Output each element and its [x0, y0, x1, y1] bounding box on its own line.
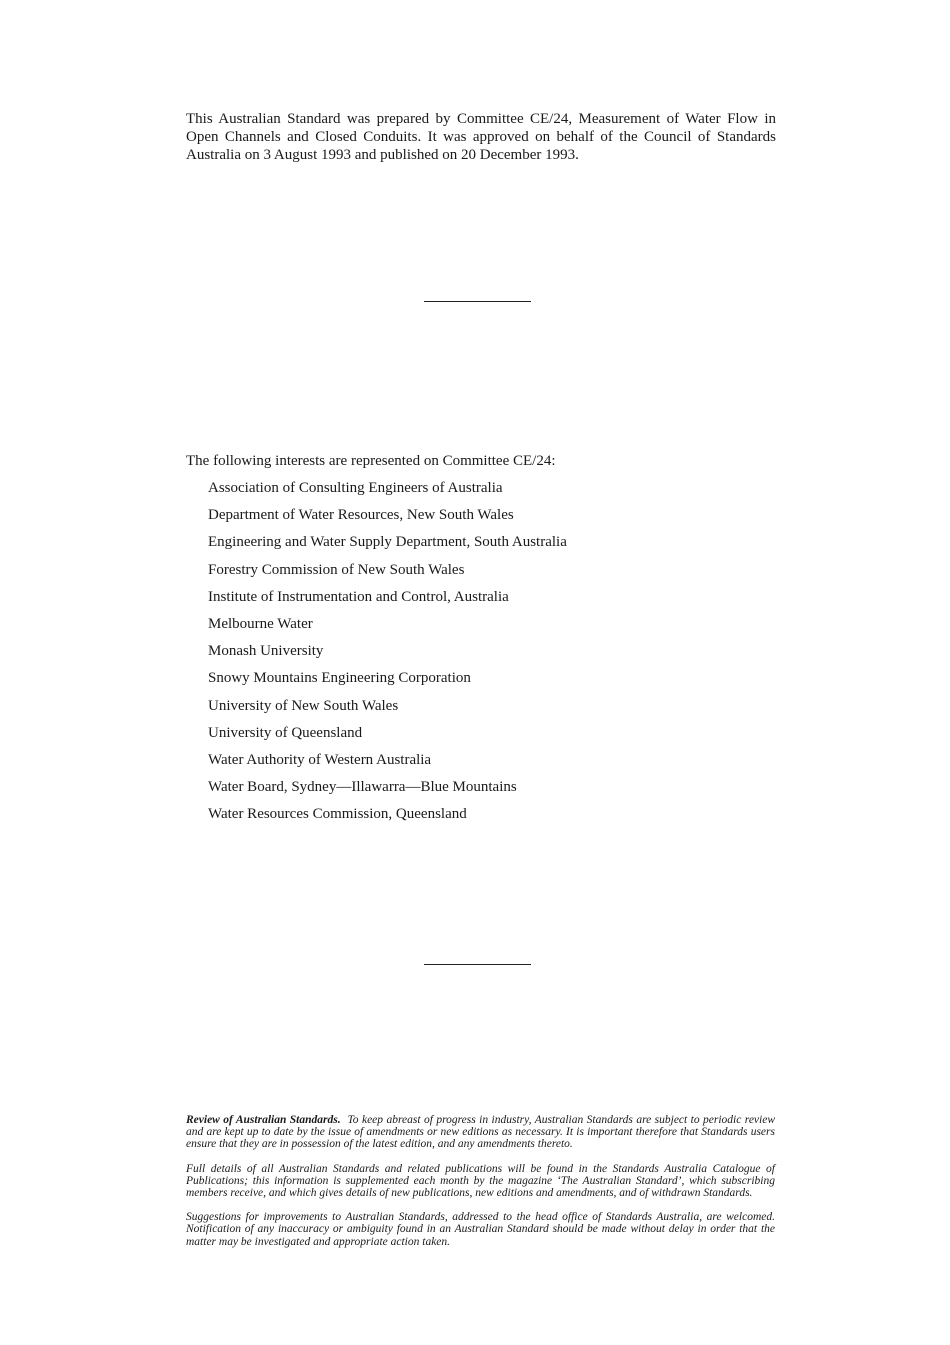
details-paragraph: Full details of all Australian Standards and related publications will be found in the Standards Australia Catalogue of Publications; this information is supplemented each month by the magazine ‘The Australian Standard’, which subscribing members receive, and which gives details of new publications, new editions and amendments, and of withdrawn Standards.: [186, 1162, 775, 1200]
preparation-statement: This Australian Standard was prepared by Committee CE/24, Measurement of Water Flow in Open Channels and Closed Conduits. It was approved on behalf of the Council of Standards Australia on 3 August 1993 and published on 20 December 1993.: [186, 111, 776, 163]
list-item: Monash University: [208, 643, 324, 660]
list-item: Water Board, Sydney—Illawarra—Blue Mountains: [208, 779, 517, 796]
list-item: Snowy Mountains Engineering Corporation: [208, 670, 471, 687]
list-item: Department of Water Resources, New South Wales: [208, 507, 514, 524]
list-item: University of Queensland: [208, 724, 363, 741]
list-item: Institute of Instrumentation and Control, Australia: [208, 588, 509, 605]
review-lead: Review of Australian Standards.: [186, 1114, 341, 1126]
list-item: Water Resources Commission, Queensland: [208, 806, 467, 823]
list-item: Association of Consulting Engineers of Australia: [208, 480, 503, 496]
interests-list: [208, 479, 567, 832]
section-divider-top: [424, 301, 531, 302]
review-text: To keep abreast of progress in industry, Australian Standards are subject to periodic review and are kept up to date by the issue of amendments or new editions as necessary. It is important therefore that Standards users ensure that they are in possession of the latest edition, and any amendments thereto.: [186, 1114, 776, 1151]
suggestions-paragraph: Suggestions for improvements to Australian Standards, addressed to the head office of Standards Australia, are welcomed. Notification of any inaccuracy or ambiguity found in an Australian Standard should be made without delay in order that the matter may be investigated and appropriate action taken.: [186, 1211, 775, 1248]
list-item: Melbourne Water: [208, 615, 313, 632]
list-item: Engineering and Water Supply Department, South Australia: [208, 534, 567, 551]
interests-heading: The following interests are represented on Committee CE/24:: [186, 453, 556, 469]
list-item: Water Authority of Western Australia: [208, 751, 432, 768]
list-item: University of New South Wales: [208, 697, 399, 714]
review-paragraph: [186, 1114, 775, 1151]
list-item: Forestry Commission of New South Wales: [208, 561, 465, 578]
section-divider-bottom: [424, 964, 531, 965]
footer-notes: [186, 1114, 775, 1260]
